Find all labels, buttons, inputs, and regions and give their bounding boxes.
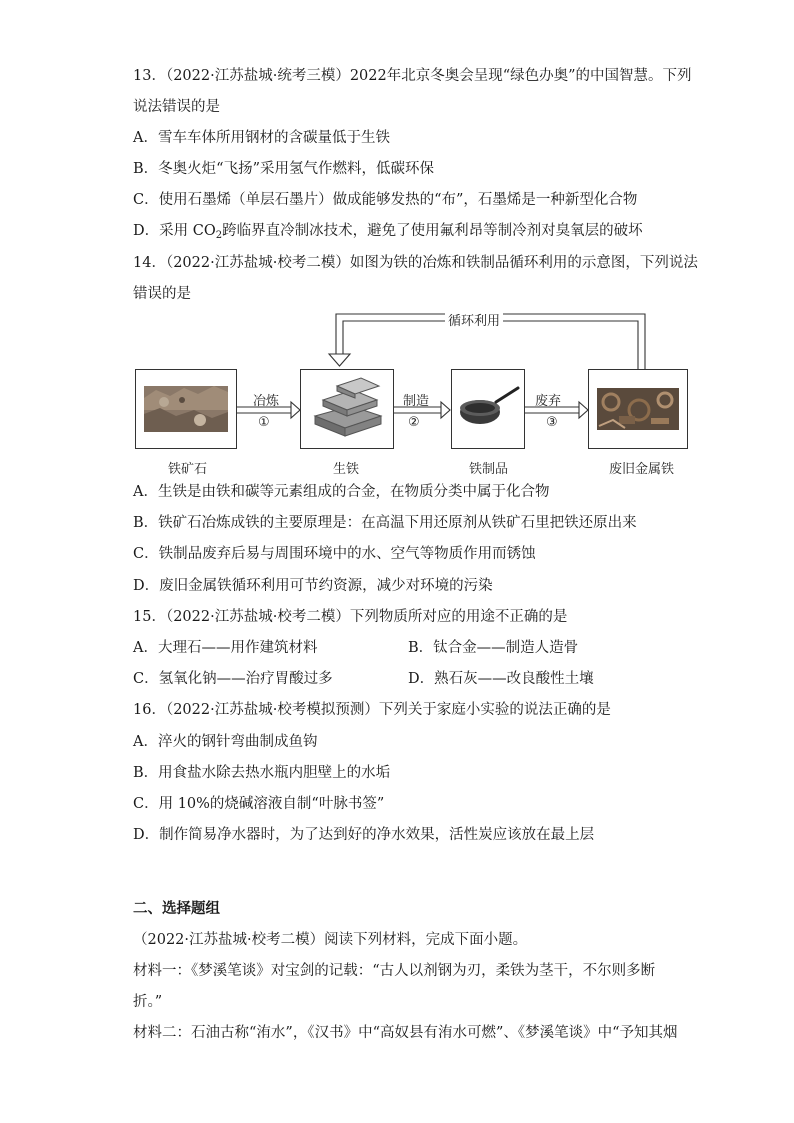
q15-option-a: A．大理石——用作建筑材料: [133, 640, 318, 656]
iron-ore-image: [136, 370, 236, 448]
section-title: 二、选择题组: [133, 901, 220, 917]
arrow1-number: ①: [258, 415, 270, 430]
q14-stem-line2: 错误的是: [133, 286, 191, 302]
q16-option-c: C．用 10%的烧碱溶液自制“叶脉书签”: [133, 796, 385, 812]
iron-cycle-diagram: [133, 312, 693, 482]
q14-option-a: A．生铁是由铁和碳等元素组成的合金，在物质分类中属于化合物: [133, 484, 550, 500]
material1-line2: 折。”: [133, 994, 163, 1010]
q15-option-d: D．熟石灰——改良酸性土壤: [408, 671, 594, 687]
scrap-iron-box: [588, 369, 688, 449]
q14-stem-line1: 14．（2022·江苏盐城·校考二模）如图为铁的冶炼和铁制品循环利用的示意图，下列说法: [133, 255, 698, 271]
scrap-iron-image: [589, 370, 687, 448]
arrow3-number: ③: [546, 415, 558, 430]
q15-option-b: B．钛合金——制造人造骨: [408, 640, 579, 656]
q15-stem: 15．（2022·江苏盐城·校考二模）下列物质所对应的用途不正确的是: [133, 609, 568, 625]
q13-option-c: C．使用石墨烯（单层石墨片）做成能够发热的“布”，石墨烯是一种新型化合物: [133, 192, 638, 208]
q13-option-b: B．冬奥火炬“飞扬”采用氢气作燃料，低碳环保: [133, 161, 434, 177]
pig-iron-box: [300, 369, 394, 449]
q16-option-a: A．淬火的钢针弯曲制成鱼钩: [133, 734, 318, 750]
q14-option-d: D．废旧金属铁循环利用可节约资源，减少对环境的污染: [133, 578, 493, 594]
q13-option-d: D．采用 $CO_2$跨临界直冷制冰技术，避免了使用氟利昂等制冷剂对臭氧层的破坏: [133, 223, 643, 241]
node-label-ore: 铁矿石: [168, 462, 208, 477]
q13-stem-line2: 说法错误的是: [133, 99, 220, 115]
iron-product-box: [451, 369, 525, 449]
iron-ore-box: [135, 369, 237, 449]
q14-option-b: B．铁矿石冶炼成铁的主要原理是：在高温下用还原剂从铁矿石里把铁还原出来: [133, 515, 637, 531]
q13-option-a: A．雪车车体所用钢材的含碳量低于生铁: [133, 130, 390, 146]
section-intro: （2022·江苏盐城·校考二模）阅读下列材料，完成下面小题。: [133, 932, 528, 948]
arrow2-number: ②: [408, 415, 420, 430]
q15-option-c: C．氢氧化钠——治疗胃酸过多: [133, 671, 333, 687]
wok-image: [452, 370, 524, 448]
material1-line1: 材料一：《梦溪笔谈》对宝剑的记载：“古人以剂钢为刃，柔铁为茎干，不尔则多断: [133, 963, 656, 979]
q16-option-d: D．制作简易净水器时，为了达到好的净水效果，活性炭应该放在最上层: [133, 827, 595, 843]
arrow1-label: 冶炼: [253, 394, 280, 409]
q13-stem-line1: 13．（2022·江苏盐城·统考三模）2022年北京冬奥会呈现“绿色办奥”的中国智慧。下列: [133, 68, 692, 84]
loop-label: 循环利用: [445, 310, 503, 329]
arrow2-label: 制造: [403, 394, 430, 409]
node-label-product: 铁制品: [469, 462, 509, 477]
q16-stem: 16．（2022·江苏盐城·校考模拟预测）下列关于家庭小实验的说法正确的是: [133, 702, 611, 718]
node-label-scrap: 废旧金属铁: [609, 462, 675, 477]
arrow3-label: 废弃: [535, 394, 562, 409]
node-label-pig-iron: 生铁: [333, 462, 360, 477]
pig-iron-image: [301, 370, 393, 448]
q14-option-c: C．铁制品废弃后易与周围环境中的水、空气等物质作用而锈蚀: [133, 546, 536, 562]
q16-option-b: B．用食盐水除去热水瓶内胆壁上的水垢: [133, 765, 391, 781]
material2-line1: 材料二：石油古称“洧水”，《汉书》中“高奴县有洧水可燃”、《梦溪笔谈》中“予知其烟: [133, 1025, 678, 1041]
